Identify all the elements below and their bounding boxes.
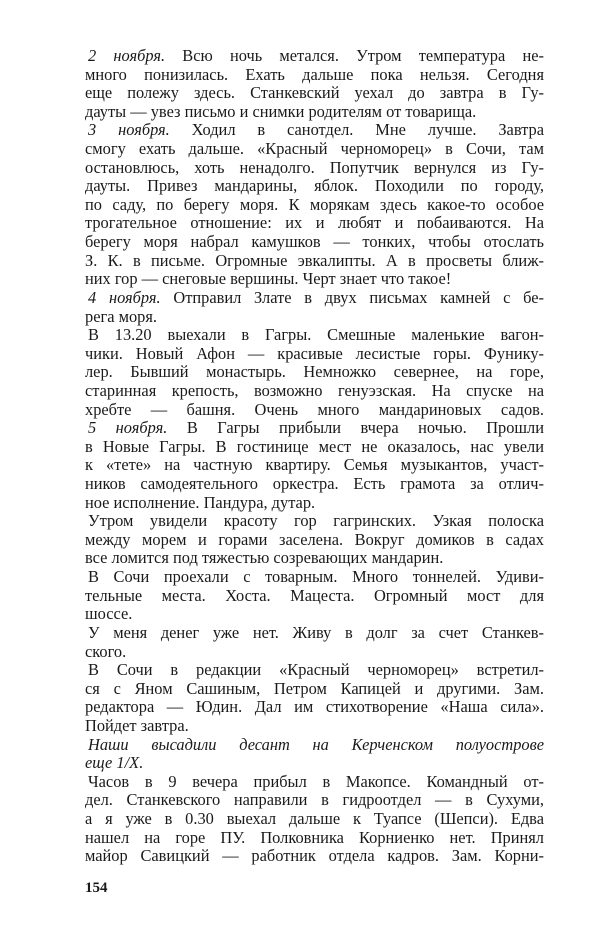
line-text: чики. Новый Афон — красивые лесистые горы. Фунику- — [85, 344, 544, 363]
text-line — [85, 233, 544, 252]
text-line — [85, 549, 544, 568]
line-text: майор Савицкий — работник отдела кадров. Зам. Корни- — [85, 847, 544, 866]
text-line — [85, 66, 544, 85]
line-text: ников самодеятельного оркестра. Есть грамота за отлич- — [85, 475, 544, 494]
text-line — [85, 791, 544, 810]
text-line — [85, 382, 544, 401]
line-text: берегу моря набрал камушков — тонких, чтобы отослать — [85, 233, 544, 252]
line-text: хребте — башня. Очень много мандариновых садов. — [85, 400, 544, 419]
line-text: в Новые Гагры. В гостинице мест не оказалось, нас увели — [85, 437, 544, 456]
text-line — [85, 475, 544, 494]
text-line — [85, 289, 544, 308]
italic-date-text: еще 1/X. — [85, 754, 144, 773]
text-line — [85, 196, 544, 215]
text-line — [85, 661, 544, 680]
line-text: Отправил Злате в двух письмах камней с бе- — [160, 288, 544, 307]
text-line — [85, 531, 544, 550]
line-text: все ломится под тяжестью созревающих мандарин. — [85, 549, 444, 568]
text-line — [85, 587, 544, 606]
text-line — [85, 754, 544, 773]
text-line — [85, 847, 544, 866]
text-line — [85, 773, 544, 792]
line-text: ского. — [85, 642, 127, 661]
text-line — [85, 252, 544, 271]
text-line — [85, 345, 544, 364]
text-line — [85, 84, 544, 103]
text-line — [85, 643, 544, 662]
text-line — [85, 438, 544, 457]
text-line — [85, 363, 544, 382]
text-line — [85, 103, 544, 122]
text-line — [85, 494, 544, 513]
line-text: Всю ночь метался. Утром температура не- — [165, 47, 544, 65]
page-body-text — [85, 47, 544, 866]
text-line — [85, 214, 544, 233]
text-line — [85, 326, 544, 345]
text-line — [85, 736, 544, 755]
line-text: дел. Станкевского направили в гидроотдел — в Сухуми, — [85, 791, 544, 810]
line-text: к «тете» на частную квартиру. Семья музыкантов, участ- — [85, 456, 544, 475]
italic-date-text: 5 ноября. — [88, 419, 168, 438]
text-line — [85, 605, 544, 624]
italic-date-text: 2 ноября. — [88, 47, 166, 65]
line-text: В Сочи в редакции «Красный черноморец» встретил- — [88, 661, 544, 680]
text-line — [85, 47, 544, 66]
text-line — [85, 177, 544, 196]
line-text: ное исполнение. Пандура, дутар. — [85, 493, 316, 512]
text-line — [85, 680, 544, 699]
line-text: дауты — увез письмо и снимки родителям от товарища. — [85, 102, 477, 121]
line-text: между морем и горами заселена. Вокруг домиков в садах — [85, 530, 544, 549]
line-text: шоссе. — [85, 605, 133, 624]
italic-date-text: 3 ноября. — [88, 121, 170, 140]
line-text: В Сочи проехали с товарным. Много тоннелей. Удиви- — [88, 568, 544, 587]
text-line — [85, 308, 544, 327]
text-line — [85, 568, 544, 587]
line-text: них гор — снеговые вершины. Черт знает что такое! — [85, 270, 452, 289]
text-line — [85, 419, 544, 438]
text-line — [85, 401, 544, 420]
line-text: Утром увидели красоту гор гагринских. Узкая полоска — [88, 512, 544, 531]
italic-date-text: 4 ноября. — [88, 288, 161, 307]
text-line — [85, 829, 544, 848]
text-line — [85, 512, 544, 531]
text-line — [85, 717, 544, 736]
line-text: старинная крепость, возможно генуэзская. На спуске на — [85, 381, 544, 400]
text-line — [85, 270, 544, 289]
text-line — [85, 140, 544, 159]
line-text: смогу ехать дальше. «Красный черноморец» в Сочи, там — [85, 140, 544, 159]
text-line — [85, 121, 544, 140]
line-text: редактора — Юдин. Дал им стихотворение «Наша сила». — [85, 698, 544, 717]
line-text: В Гагры прибыли вчера ночью. Прошли — [167, 419, 544, 438]
line-text: Часов в 9 вечера прибыл в Макопсе. Командный от- — [88, 772, 544, 791]
line-text: У меня денег уже нет. Живу в долг за счет Станкев- — [88, 623, 544, 642]
line-text: ся с Яном Сашиным, Петром Капицей и другими. Зам. — [85, 679, 544, 698]
text-line — [85, 624, 544, 643]
line-text: а я уже в 0.30 выехал дальше к Туапсе (Шепси). Едва — [85, 809, 544, 828]
page-number: 154 — [85, 880, 108, 896]
line-text: еще полежу здесь. Станкевский уехал до завтра в Гу- — [85, 84, 544, 103]
text-line — [85, 159, 544, 178]
line-text: рега моря. — [85, 307, 157, 326]
line-text: лер. Бывший монастырь. Немножко севернее, на горе, — [85, 363, 544, 382]
line-text: Пойдет завтра. — [85, 716, 189, 735]
line-text: дауты. Привез мандарины, яблок. Походили по городу, — [85, 177, 544, 196]
text-line — [85, 810, 544, 829]
line-text: В 13.20 выехали в Гагры. Смешные маленькие вагон- — [88, 326, 544, 345]
line-text: трогательное отношение: их и любят и побаиваются. На — [85, 214, 544, 233]
line-text: Ходил в санотдел. Мне лучше. Завтра — [169, 121, 544, 140]
text-line — [85, 456, 544, 475]
line-text: З. К. в письме. Огромные эвкалипты. А в просветы ближ- — [85, 251, 544, 270]
line-text: нашел на горе ПУ. Полковника Корниенко нет. Принял — [85, 828, 544, 847]
line-text: по саду, по берегу моря. К морякам здесь какое-то особое — [85, 195, 544, 214]
line-text: много понизилась. Ехать дальше пока нельзя. Сегодня — [85, 65, 544, 84]
line-text: тельные места. Хоста. Мацеста. Огромный мост для — [85, 586, 544, 605]
italic-date-text: Наши высадили десант на Керченском полуострове — [88, 735, 544, 754]
text-line — [85, 698, 544, 717]
line-text: остановлюсь, хоть ненадолго. Попутчик вернулся из Гу- — [85, 158, 544, 177]
